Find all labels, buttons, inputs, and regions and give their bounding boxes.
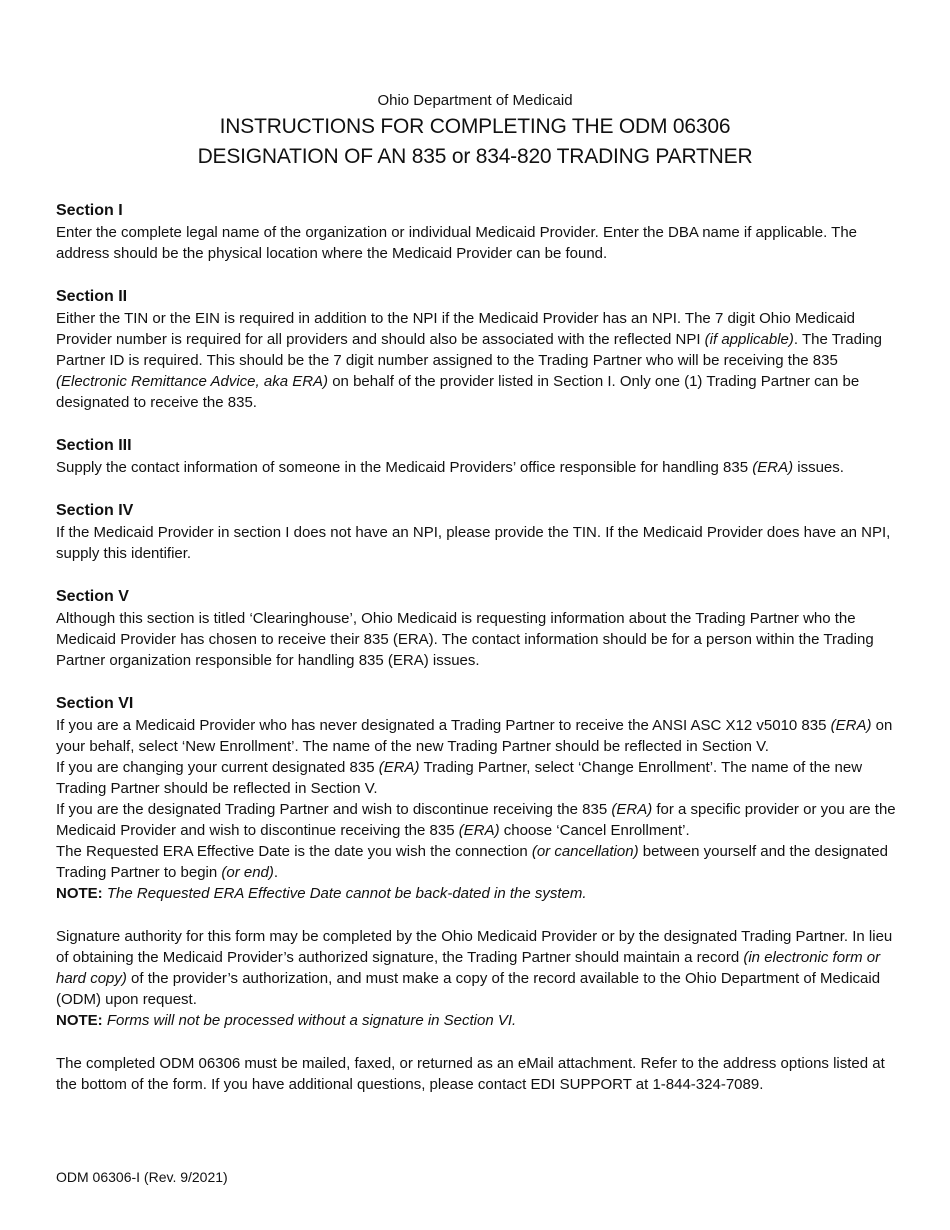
section-1: [56, 200, 896, 264]
document-title-line-2: DESIGNATION OF AN 835 or 834-820 TRADING PARTNER: [197, 145, 753, 168]
section-4: [56, 500, 896, 564]
signature-authority-block: [56, 926, 896, 1031]
section-6-p2-part-2: Trading Partner, select ‘Change Enrollment’. The name of the new Trading Partner should be reflected in Section V.: [56, 759, 863, 797]
form-revision-footer: ODM 06306-I (Rev. 9/2021): [56, 1169, 228, 1185]
section-6-p3-part-1: If you are the designated Trading Partner and wish to discontinue receiving the 835: [56, 801, 612, 818]
section-6-paragraph-3: [56, 799, 896, 841]
section-3-text-part-2: issues.: [793, 459, 844, 476]
section-6-p1-part-1: If you are a Medicaid Provider who has never designated a Trading Partner to receive the ANSI ASC X12 v5010 835: [56, 717, 831, 734]
section-1-text: Enter the complete legal name of the organization or individual Medicaid Provider. Enter the DBA name if applicable. The address should be the physical location where the Medicaid Provider can be found.: [56, 224, 858, 262]
section-2-italic-1: (if applicable): [704, 331, 794, 348]
section-6-paragraph-4: [56, 841, 896, 883]
section-3-italic-1: (ERA): [752, 459, 794, 476]
section-2-italic-2: (Electronic Remittance Advice, aka ERA): [56, 373, 329, 390]
section-3-text-part-1: Supply the contact information of someone in the Medicaid Providers’ office responsible for handling 835: [56, 459, 753, 476]
signature-note: [56, 1010, 896, 1031]
section-6-p3-part-3: choose ‘Cancel Enrollment’.: [499, 822, 690, 839]
section-6-p2-italic-1: (ERA): [378, 759, 420, 776]
section-6-p4-part-1: The Requested ERA Effective Date is the date you wish the connection: [56, 843, 532, 860]
section-6-paragraph-1: [56, 715, 896, 757]
section-6-p2-part-1: If you are changing your current designated 835: [56, 759, 379, 776]
section-2: [56, 286, 896, 413]
signature-note-label: NOTE:: [56, 1012, 103, 1029]
agency-name: Ohio Department of Medicaid: [377, 92, 573, 109]
signature-text-part-2: of the provider’s authorization, and must make a copy of the record available to the Ohio Department of Medicaid (ODM) upon request.: [56, 970, 881, 1008]
section-6-p3-part-2: for a specific provider or you are the Medicaid Provider and wish to discontinue receiving the 835: [56, 801, 896, 839]
section-5-text: Although this section is titled ‘Clearinghouse’, Ohio Medicaid is requesting information about the Trading Partner who the Medicaid Provider has chosen to receive their 835 (ERA). The contact information should be for a person within the Trading Partner organization responsible for handling 835 (ERA) issues.: [56, 610, 874, 669]
section-6: [56, 693, 896, 904]
section-3: [56, 435, 896, 478]
section-6-p4-part-3: .: [273, 864, 279, 881]
section-4-text: If the Medicaid Provider in section I does not have an NPI, please provide the TIN. If the Medicaid Provider does have an NPI, supply this identifier.: [56, 524, 891, 562]
section-5: [56, 586, 896, 671]
section-3-heading: Section III: [56, 437, 132, 454]
section-6-p1-italic-1: (ERA): [830, 717, 872, 734]
signature-text-part-1: Signature authority for this form may be completed by the Ohio Medicaid Provider or by the designated Trading Partner. In lieu of obtaining the Medicaid Provider’s authorized signature, the Trading Partner should maintain a record: [56, 928, 893, 966]
closing-text: The completed ODM 06306 must be mailed, faxed, or returned as an eMail attachment. Refer to the address options listed at the bottom of the form. If you have additional questions, please contact EDI SUPPORT at 1-844-324-7089.: [56, 1055, 885, 1093]
document-title-line-1: INSTRUCTIONS FOR COMPLETING THE ODM 06306: [219, 115, 731, 138]
section-6-p3-italic-2: (ERA): [458, 822, 500, 839]
section-2-text-part-2: . The Trading Partner ID is required. This should be the 7 digit number assigned to the Trading Partner who will be receiving the 835: [56, 331, 883, 369]
signature-italic-1: (in electronic form or hard copy): [56, 949, 881, 987]
section-6-p4-italic-1: (or cancellation): [531, 843, 639, 860]
section-6-note-label: NOTE:: [56, 885, 103, 902]
section-2-text: [56, 308, 896, 413]
section-1-heading: Section I: [56, 202, 123, 219]
closing-block: [56, 1053, 896, 1095]
section-6-p4-part-2: between yourself and the designated Trading Partner to begin: [56, 843, 888, 881]
section-6-paragraph-2: [56, 757, 896, 799]
section-6-p1-part-2: on your behalf, select ‘New Enrollment’. The name of the new Trading Partner should be reflected in Section V.: [56, 717, 893, 755]
section-2-heading: Section II: [56, 288, 128, 305]
section-5-heading: Section V: [56, 588, 129, 605]
section-6-heading: Section VI: [56, 695, 134, 712]
signature-authority-text: [56, 926, 896, 1010]
section-6-p3-italic-1: (ERA): [611, 801, 653, 818]
section-6-note: [56, 883, 896, 904]
signature-note-text: Forms will not be processed without a signature in Section VI.: [106, 1012, 517, 1029]
document-body: [56, 200, 896, 1117]
section-4-heading: Section IV: [56, 502, 134, 519]
section-2-text-part-1: Either the TIN or the EIN is required in addition to the NPI if the Medicaid Provider has an NPI. The 7 digit Ohio Medicaid Provider number is required for all providers and should also be associated with the reflected NPI: [56, 310, 856, 348]
section-2-text-part-3: on behalf of the provider listed in Section I. Only one (1) Trading Partner can be designated to receive the 835.: [56, 373, 860, 411]
section-3-text: [56, 457, 896, 478]
document-header: [0, 90, 950, 172]
section-6-p4-italic-2: (or end): [221, 864, 274, 881]
section-6-note-text: The Requested ERA Effective Date cannot be back-dated in the system.: [106, 885, 587, 902]
